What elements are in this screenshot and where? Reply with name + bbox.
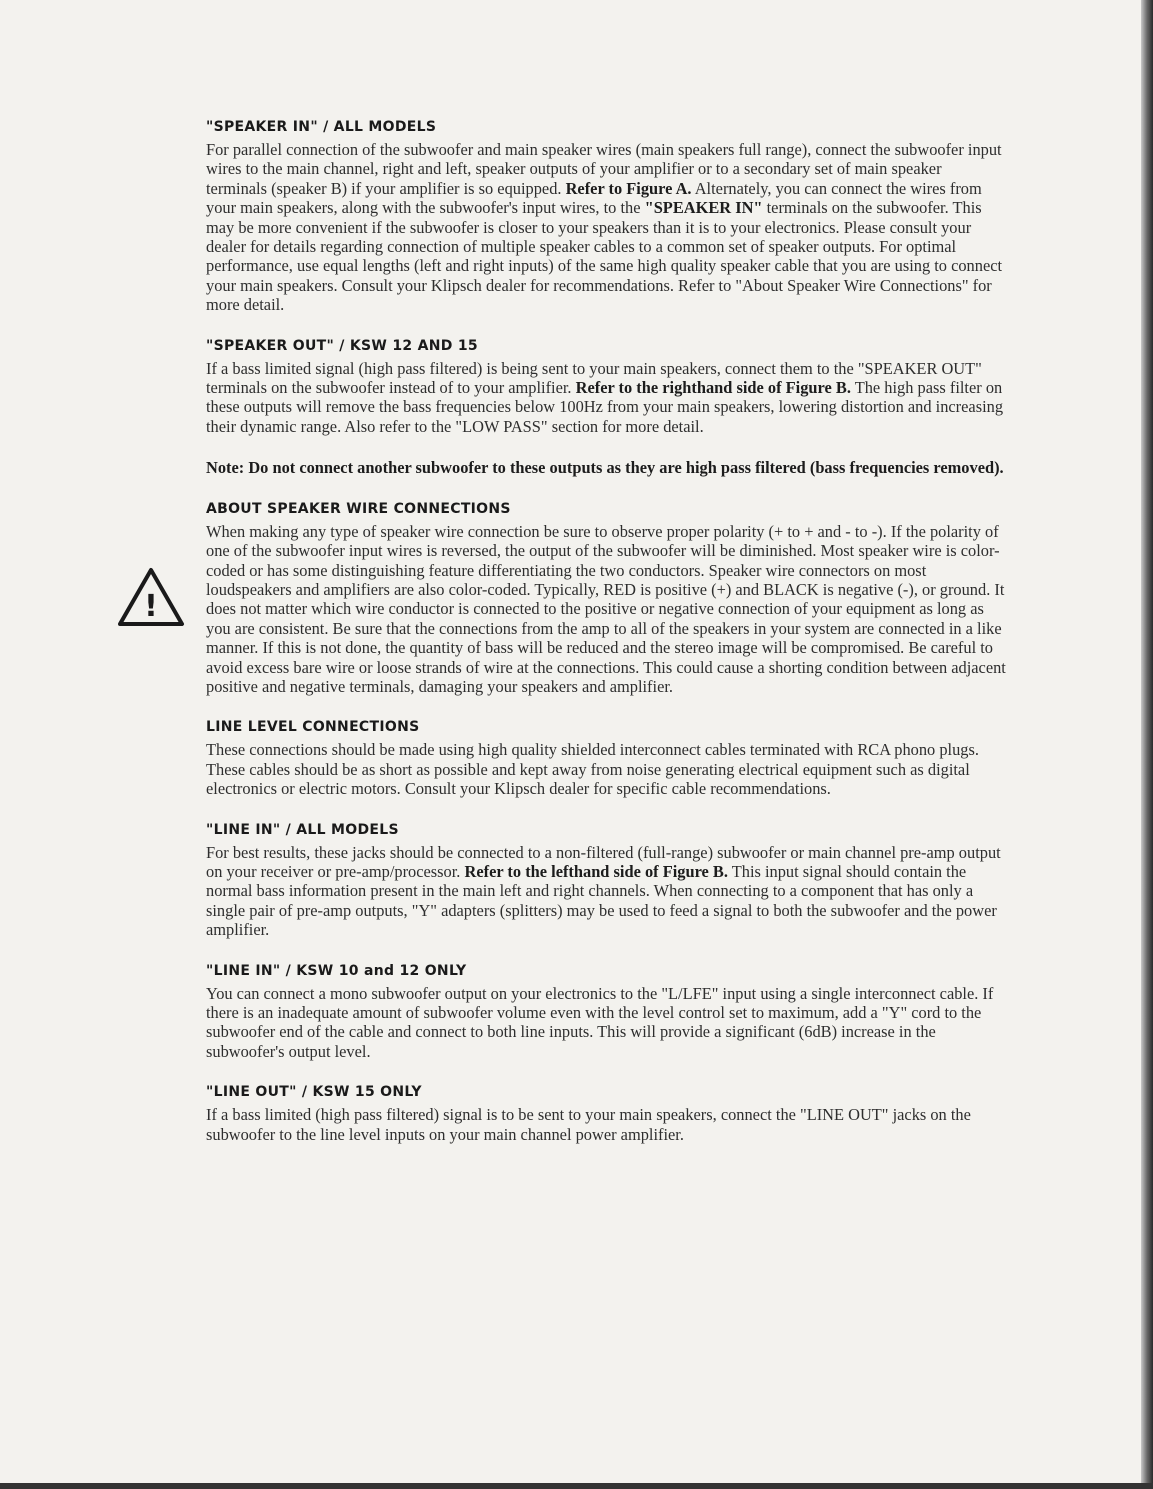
section: [206, 500, 1006, 697]
section-heading: "SPEAKER OUT" / KSW 12 AND 15: [206, 337, 478, 354]
bold-text: "SPEAKER IN": [644, 198, 763, 218]
section-body: [206, 140, 1006, 315]
section: [206, 1083, 1006, 1144]
body-text: Alternately, you can connect the wires from your main speakers, along with the subwoofer's input wires, to the: [206, 178, 982, 218]
warning-exclamation: !: [144, 589, 158, 624]
section: [206, 718, 1006, 798]
section: [206, 337, 1006, 437]
body-text: For best results, these jacks should be connected to a non-filtered (full-range) subwoofer or main channel pre-amp output on your receiver or pre-amp/processor.: [206, 842, 1001, 881]
bold-text: Refer to the lefthand side of Figure B.: [464, 861, 728, 881]
body-text: The high pass filter on these outputs will remove the bass frequencies below 100Hz from your main speakers, lowering distortion and increasing their dynamic range. Also refer to the "LOW PASS" section for more detail.: [206, 378, 1004, 436]
section-heading: "LINE IN" / ALL MODELS: [206, 821, 399, 838]
section-body: [206, 740, 1006, 798]
section-heading: "LINE IN" / KSW 10 and 12 ONLY: [206, 962, 467, 979]
section-body: [206, 843, 1006, 940]
body-text: When making any type of speaker wire connection be sure to observe proper polarity (+ to + and - to -). If the polarity of one of the subwoofer input wires is reversed, the output of the subwoofer will be diminished. Most speaker wire is color-coded or has some distinguishing feature differentiating the two conductors. Speaker wire connectors on most loudspeakers and amplifiers are also color-coded. Typically, RED is positive (+) and BLACK is negative (-), or ground. It does not matter which wire conductor is connected to the positive or negative connection of your equipment as long as you are consistent. Be sure that the connections from the amp to all of the speakers in your system are connected in a like manner. If this is not done, the quantity of bass will be reduced and the stereo image will be compromised. Be careful to avoid excess bare wire or loose strands of wire at the connections. This could cause a shorting condition between adjacent positive and negative terminals, damaging your speakers and amplifier.: [206, 521, 1006, 696]
body-text: If a bass limited (high pass filtered) signal is to be sent to your main speakers, connect the "LINE OUT" jacks on the subwoofer to the line level inputs on your main channel power amplifier.: [206, 1105, 971, 1144]
section-heading: "SPEAKER IN" / ALL MODELS: [206, 119, 437, 135]
page-bottom-edge: [0, 1483, 1153, 1489]
body-text: For parallel connection of the subwoofer and main speaker wires (main speakers full range), connect the subwoofer input wires to the main channel, right and left, speaker outputs of your amplifier or to a secondary set of main speaker terminals (speaker B) if your amplifier is so equipped.: [206, 140, 1002, 198]
section-heading: LINE LEVEL CONNECTIONS: [206, 719, 420, 736]
bold-text: Refer to the righthand side of Figure B.: [575, 378, 851, 398]
body-text: terminals on the subwoofer. This may be more convenient if the subwoofer is closer to your speakers than it is to your electronics. Please consult your dealer for details regarding connection of multiple speaker cables to a common set of speaker outputs. For optimal performance, use equal lengths (left and right inputs) of the same high quality speaker cable that you are using to connect your main speakers. Consult your Klipsch dealer for recommendations. Refer to "About Speaker Wire Connections" for more detail.: [206, 198, 1003, 315]
section-heading: "LINE OUT" / KSW 15 ONLY: [206, 1084, 422, 1101]
note-block: [206, 458, 1006, 477]
body-text: These connections should be made using high quality shielded interconnect cables terminated with RCA phono plugs. These cables should be as short as possible and kept away from noise generating electrical equipment such as digital electronics or electric motors. Consult your Klipsch dealer for specific cable recommendations.: [206, 740, 979, 799]
page-edge-shadow: [1141, 0, 1153, 1489]
document-body: [206, 118, 1006, 1166]
body-text: This input signal should contain the normal bass information present in the main left and right channels. When connecting to a component that has only a single pair of pre-amp outputs, "Y" adapters (splitters) may be used to feed a signal to both the subwoofer and the power amplifier.: [206, 861, 997, 940]
bold-text: Refer to Figure A.: [565, 178, 692, 198]
warning-triangle-icon: [116, 566, 186, 628]
body-text: If a bass limited signal (high pass filtered) is being sent to your main speakers, connect them to the "SPEAKER OUT" terminals on the subwoofer instead of to your amplifier.: [206, 358, 982, 398]
section-body: [206, 1105, 1006, 1144]
section: [206, 962, 1006, 1062]
section-heading: ABOUT SPEAKER WIRE CONNECTIONS: [206, 500, 511, 517]
section: [206, 821, 1006, 940]
section-body: [206, 359, 1006, 437]
note-text: [206, 458, 1006, 477]
body-text: You can connect a mono subwoofer output on your electronics to the "L/LFE" input using a single interconnect cable. If there is an inadequate amount of subwoofer volume even with the level control set to maximum, add a "Y" cord to the subwoofer end of the cable and connect to both line inputs. This will provide a significant (6dB) increase in the subwoofer's output level.: [206, 983, 994, 1061]
bold-text: Note: Do not connect another subwoofer to these outputs as they are high pass filtered (bass frequencies removed).: [206, 458, 1004, 478]
section-body: [206, 984, 1006, 1062]
section-body: [206, 522, 1006, 697]
section: [206, 118, 1006, 315]
